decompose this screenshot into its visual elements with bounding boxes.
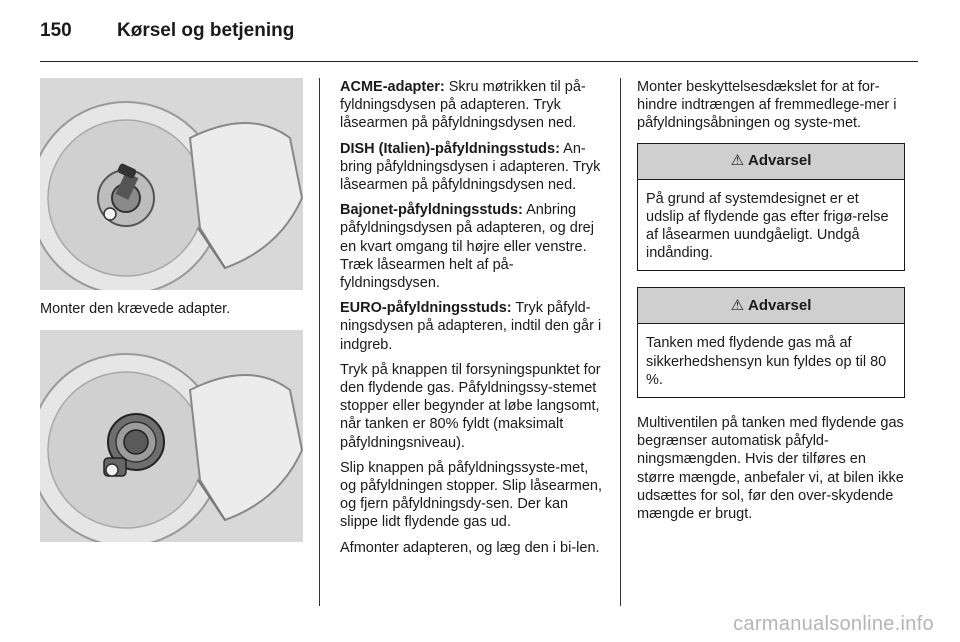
figure-fuel-flap-adapter-mounted [40,78,303,290]
warning-title: Advarsel [748,296,812,314]
paragraph-dish: DISH (Italien)-påfyldningsstuds: An-bring påfyldningsdysen i adapteren. Tryk låsearmen på påfyldningsdysen ned. [340,140,601,194]
fuel-flap-illustration-1 [40,78,303,290]
warning-triangle-icon: ⚠ [730,296,745,314]
paragraph-bayonet: Bajonet-påfyldningsstuds: Anbring påfyldningsdysen på adapteren, og drej en kvart omgang til højre eller venstre. Træk låsearmen helt af på-fyldningsdysen. [340,202,594,292]
paragraph-multivalve: Multiventilen på tanken med flydende gas begrænser automatisk påfyld-ningsmængden. Hvis der tilføres en større mængde, anbefaler vi, at bilen ikke udsættes for sol, før den over-skydende mængde er brugt. [637,415,904,523]
paragraph-remove-adapter: Afmonter adapteren, og læg den i bi-len. [340,539,600,556]
paragraph-press-button: Tryk på knappen til forsyningspunktet for den flydende gas. Påfyldningssy-stemet stopper eller begynder at løbe langsomt, når tanken er 80% fyldt (maksimalt påfyldningsniveau). [340,361,601,451]
figure-caption: Monter den krævede adapter. [40,301,231,317]
page-number: 150 [40,20,72,41]
column-divider-right [620,78,621,606]
figure-fuel-flap-cover [40,330,303,542]
paragraph-protective-cover: Monter beskyttelsesdækslet for at for-hindre indtrængen af fremmedlege-mer i påfyldningsåbningen og syste-met. [637,79,897,132]
paragraph-acme: ACME-adapter: Skru møtrikken til på-fyldningsdysen på adapteren. Tryk låsearmen på påfyldningsdysen ned. [340,79,586,132]
paragraph-release-button: Slip knappen på påfyldningssyste-met, og påfyldningen stopper. Slip låsearmen, og fjern påfyldningsdy-sen. Der kan slippe lidt flydende gas ud. [340,459,602,531]
paragraph-euro: EURO-påfyldningsstuds: Tryk påfyld-ningsdysen på adapteren, indtil den går i indgreb. [340,300,602,353]
warning-body: Tanken med flydende gas må af sikkerhedshensyn kun fyldes op til 80 %. [646,335,887,388]
section-title: Kørsel og betjening [117,20,295,41]
column-divider-left [319,78,320,606]
warning-title: Advarsel [748,152,812,169]
header-rule [40,61,918,62]
warning-triangle-icon: ⚠ [730,152,745,169]
middle-column [340,78,606,564]
watermark: carmanualsonline.info [733,613,934,635]
right-column [637,78,905,530]
fuel-flap-illustration-2 [40,330,303,542]
warning-box-1 [637,143,905,272]
page-header [0,0,960,62]
warning-body: På grund af systemdesignet er et udslip af flydende gas efter frigø-relse af låsearmen uundgåeligt. Undgå indånding. [646,190,889,262]
warning-header [638,288,904,324]
warning-header [638,144,904,180]
warning-box-2 [637,287,905,398]
